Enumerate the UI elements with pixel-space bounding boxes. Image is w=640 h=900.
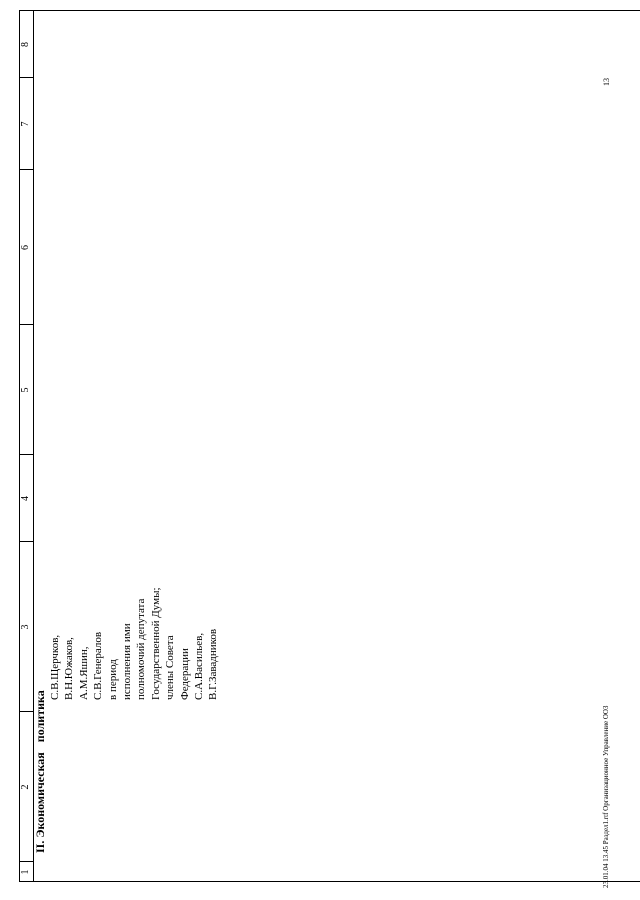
list-item: В.Н.Южаков, — [63, 637, 76, 700]
list-item: Государственной Думы; — [149, 587, 162, 700]
section-title-part1: II. Экономическая — [33, 752, 47, 853]
page-number: 13 — [602, 78, 611, 86]
table-border-left — [19, 881, 640, 882]
section-title-part2: политика — [33, 690, 47, 743]
list-item: исполнения ими — [121, 623, 134, 700]
column-number: 8 — [20, 42, 31, 47]
responsible-list — [48, 587, 221, 700]
footer-text: 23.01.04 13.45 Раздел1.rtf Организационное Управление ООЗ — [602, 705, 610, 888]
section-title — [33, 690, 47, 853]
column-number: 4 — [20, 496, 31, 501]
list-item: полномочий депутата — [135, 598, 148, 700]
list-item: С.А.Васильев, — [193, 632, 206, 700]
table-border-right — [19, 10, 640, 11]
column-number: 7 — [20, 121, 31, 127]
list-item: С.В.Щерчков, — [49, 634, 61, 700]
list-item: В.Г.Завадников — [207, 628, 220, 700]
list-item: Федерации — [178, 648, 191, 700]
list-item: С.В.Генералов — [92, 631, 105, 700]
list-item: в период — [106, 659, 119, 700]
column-number: 6 — [20, 245, 31, 250]
column-number: 5 — [20, 387, 31, 393]
list-item: А.М.Яшин, — [77, 646, 90, 700]
list-item: члены Совета — [164, 635, 177, 700]
column-number: 1 — [20, 869, 31, 875]
column-number: 3 — [20, 624, 31, 630]
column-number: 2 — [20, 784, 31, 790]
